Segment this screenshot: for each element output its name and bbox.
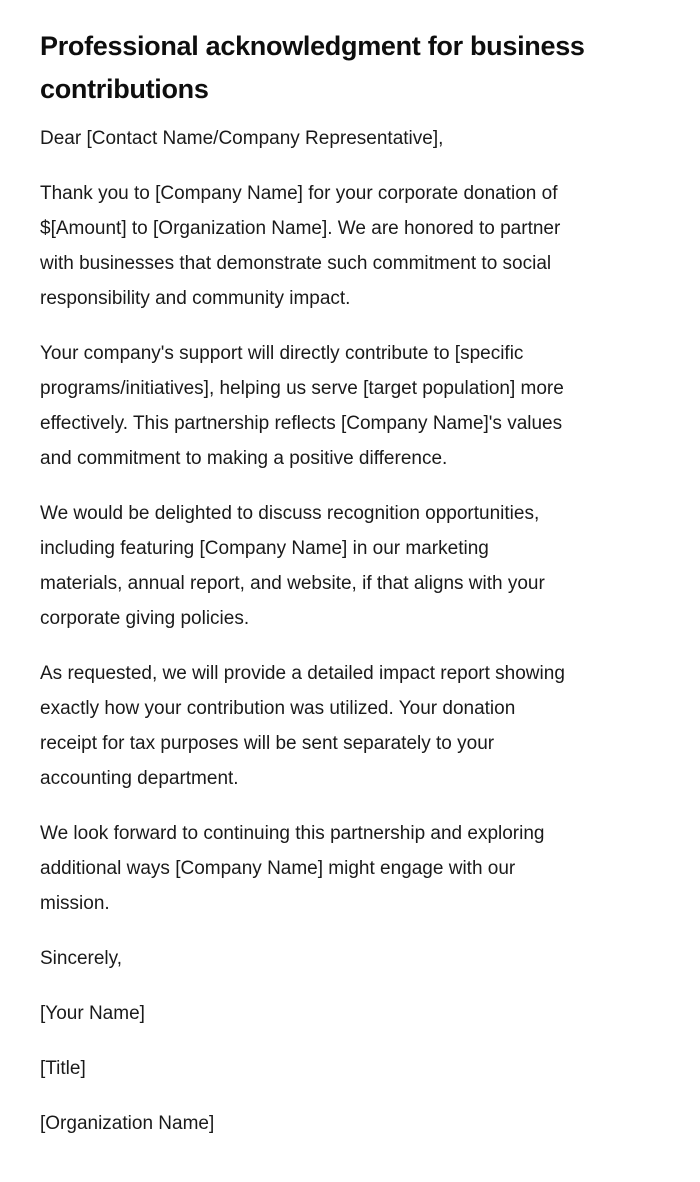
paragraph-line: exactly how your contribution was utilized. Your donation [40,698,516,719]
paragraph [40,816,660,921]
paragraph-line: Sincerely, [40,948,123,969]
paragraph [40,496,660,636]
paragraph-line: We look forward to continuing this partnership and exploring [40,823,545,844]
paragraph-line: with businesses that demonstrate such commitment to social [40,253,552,274]
paragraph [40,336,660,476]
paragraph-line: additional ways [Company Name] might engage with our [40,858,516,879]
paragraph [40,1051,660,1086]
paragraph-line: materials, annual report, and website, if that aligns with your [40,573,545,594]
paragraph [40,176,660,316]
paragraph-line: responsibility and community impact. [40,288,351,309]
paragraph-line: receipt for tax purposes will be sent separately to your [40,733,495,754]
paragraph [40,996,660,1031]
paragraph-line: mission. [40,893,110,914]
paragraph-line: $[Amount] to [Organization Name]. We are honored to partner [40,218,561,239]
paragraph-line: [Title] [40,1058,86,1079]
letter-body [40,121,660,1141]
paragraph-line: We would be delighted to discuss recognition opportunities, [40,503,540,524]
paragraph-line: Your company's support will directly contribute to [specific [40,343,524,364]
paragraph [40,656,660,796]
paragraph-line: including featuring [Company Name] in our marketing [40,538,489,559]
paragraph-line: As requested, we will provide a detailed impact report showing [40,663,565,684]
paragraph-line: Thank you to [Company Name] for your corporate donation of [40,183,558,204]
paragraph-line: effectively. This partnership reflects [Company Name]'s values [40,413,563,434]
paragraph-line: [Organization Name] [40,1113,215,1134]
paragraph-line: and commitment to making a positive difference. [40,448,448,469]
paragraph [40,121,660,156]
paragraph-line: [Your Name] [40,1003,145,1024]
paragraph [40,1106,660,1141]
paragraph [40,941,660,976]
document-title: Professional acknowledgment for business contributions [40,31,585,104]
paragraph-line: programs/initiatives], helping us serve [target population] more [40,378,564,399]
paragraph-line: Dear [Contact Name/Company Representative], [40,128,444,149]
paragraph-line: corporate giving policies. [40,608,250,629]
paragraph-line: accounting department. [40,768,239,789]
